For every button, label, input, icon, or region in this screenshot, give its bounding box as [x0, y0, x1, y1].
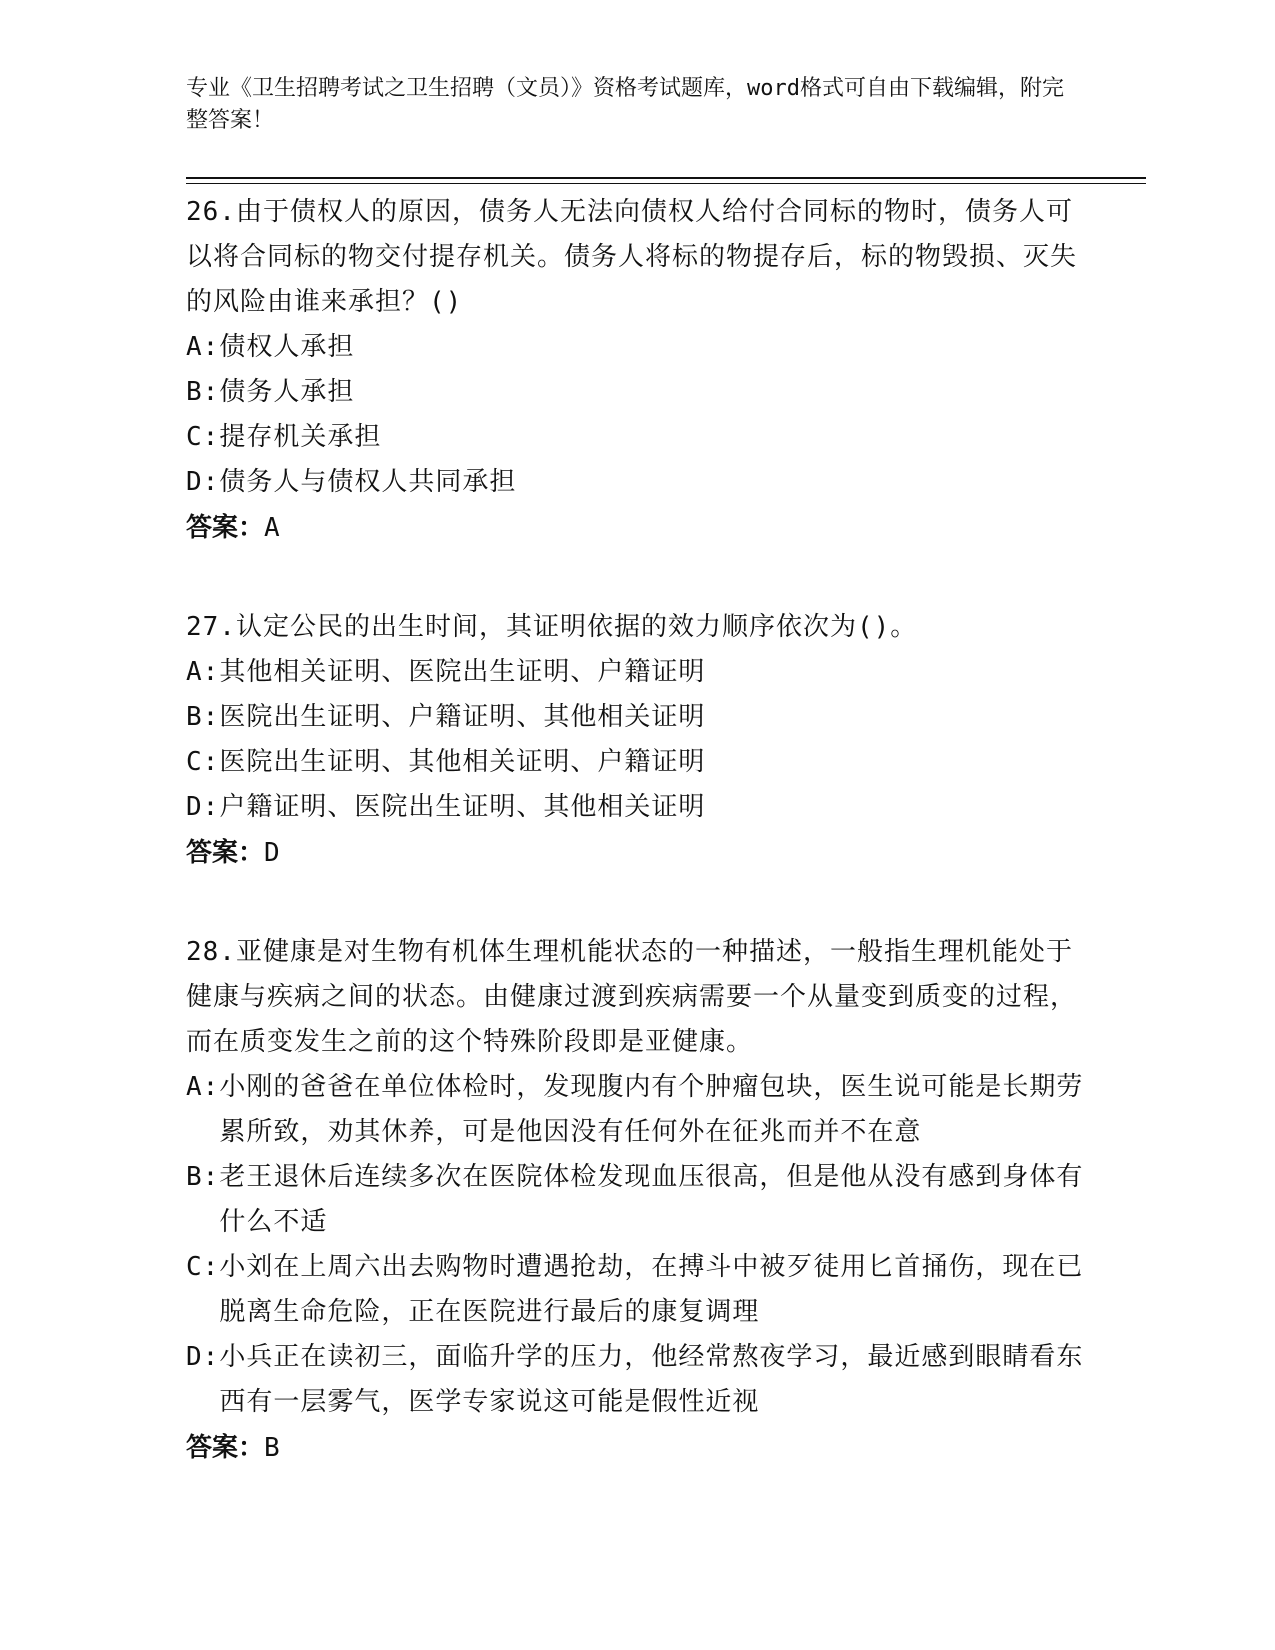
option-letter: D:	[186, 1342, 220, 1372]
option-text: 提存机关承担	[219, 422, 382, 452]
question-list	[186, 190, 1086, 1525]
option-letter: B:	[186, 702, 220, 732]
answer-label: 答案：	[186, 1433, 265, 1463]
option-letter: B:	[186, 377, 220, 407]
option-text: 其他相关证明、医院出生证明、户籍证明	[219, 657, 706, 687]
option-d	[186, 1335, 1086, 1425]
option-text: 医院出生证明、其他相关证明、户籍证明	[219, 747, 706, 777]
answer-value: A	[264, 513, 280, 543]
option-b	[186, 370, 1086, 415]
option-letter: D:	[186, 792, 220, 822]
option-c	[186, 1245, 1086, 1335]
header-divider-thin	[186, 183, 1146, 184]
option-text: 债务人承担	[219, 377, 355, 407]
option-text: 小兵正在读初三，面临升学的压力，他经常熬夜学习，最近感到眼睛看东西有一层雾气，医学专家说这可能是假性近视	[219, 1342, 1084, 1417]
option-letter: B:	[186, 1162, 220, 1192]
header-text: 专业《卫生招聘考试之卫生招聘（文员）》资格考试题库，word格式可自由下载编辑，附完整答案！	[186, 76, 1064, 133]
option-text: 老王退休后连续多次在医院体检发现血压很高，但是他从没有感到身体有什么不适	[219, 1162, 1084, 1237]
answer-value: B	[264, 1433, 280, 1463]
option-letter: C:	[186, 747, 220, 777]
question-27	[186, 605, 1086, 876]
option-letter: A:	[186, 1072, 220, 1102]
option-text: 债权人承担	[219, 332, 355, 362]
question-28	[186, 930, 1086, 1471]
option-d	[186, 460, 1086, 505]
option-c	[186, 415, 1086, 460]
option-letter: C:	[186, 422, 220, 452]
option-text: 医院出生证明、户籍证明、其他相关证明	[219, 702, 706, 732]
option-letter: D:	[186, 467, 220, 497]
question-stem: 26.由于债权人的原因，债务人无法向债权人给付合同标的物时，债务人可以将合同标的物交付提存机关。债务人将标的物提存后，标的物毁损、灭失的风险由谁来承担？()	[186, 197, 1078, 317]
question-stem: 28.亚健康是对生物有机体生理机能状态的一种描述，一般指生理机能处于健康与疾病之间的状态。由健康过渡到疾病需要一个从量变到质变的过程，而在质变发生之前的这个特殊阶段即是亚健康。	[186, 937, 1078, 1057]
option-a	[186, 650, 1086, 695]
option-letter: C:	[186, 1252, 220, 1282]
option-c	[186, 740, 1086, 785]
option-letter: A:	[186, 657, 220, 687]
question-stem: 27.认定公民的出生时间，其证明依据的效力顺序依次为()。	[186, 612, 918, 642]
option-text: 小刚的爸爸在单位体检时，发现腹内有个肿瘤包块，医生说可能是长期劳累所致，劝其休养，可是他因没有任何外在征兆而并不在意	[219, 1072, 1084, 1147]
document-header	[186, 73, 1066, 137]
answer-line	[186, 1425, 1086, 1471]
answer-label: 答案：	[186, 838, 265, 868]
question-26	[186, 190, 1086, 551]
answer-line	[186, 505, 1086, 551]
option-b	[186, 695, 1086, 740]
answer-label: 答案：	[186, 513, 265, 543]
option-a	[186, 325, 1086, 370]
header-divider-thick	[186, 177, 1146, 179]
option-b	[186, 1155, 1086, 1245]
option-letter: A:	[186, 332, 220, 362]
option-text: 小刘在上周六出去购物时遭遇抢劫，在搏斗中被歹徒用匕首捅伤，现在已脱离生命危险，正在医院进行最后的康复调理	[219, 1252, 1084, 1327]
option-a	[186, 1065, 1086, 1155]
option-text: 债务人与债权人共同承担	[219, 467, 517, 497]
option-d	[186, 785, 1086, 830]
answer-line	[186, 830, 1086, 876]
option-text: 户籍证明、医院出生证明、其他相关证明	[219, 792, 706, 822]
answer-value: D	[264, 838, 280, 868]
